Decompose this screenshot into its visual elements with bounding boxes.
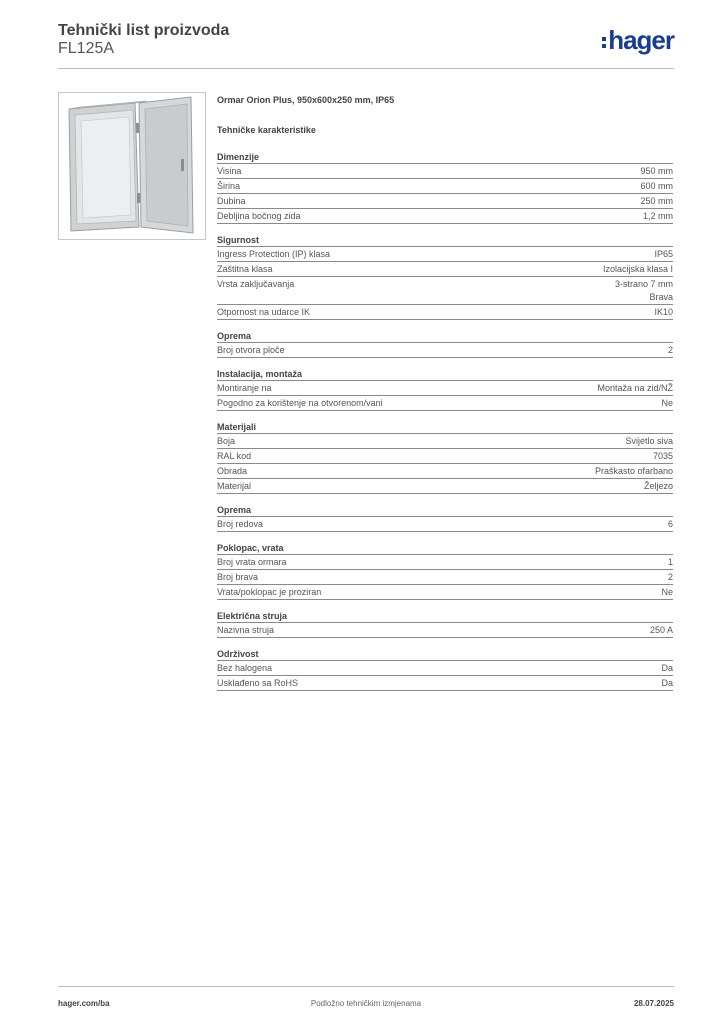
spec-label: Nazivna struja — [217, 625, 275, 635]
spec-value: 2 — [667, 572, 673, 582]
product-code: FL125A — [58, 40, 115, 57]
spec-value: IK10 — [654, 307, 673, 317]
section-title: Oprema — [217, 504, 673, 517]
spec-value: 600 mm — [640, 181, 673, 191]
spec-row — [217, 305, 673, 320]
spec-label: Broj vrata ormara — [217, 557, 287, 567]
section-title: Instalacija, montaža — [217, 368, 673, 381]
logo-text: hager — [608, 25, 674, 55]
spec-value: 250 mm — [640, 196, 673, 206]
spec-label: Materijal — [217, 481, 252, 491]
spec-value: 250 A — [649, 625, 673, 635]
hager-logo — [602, 25, 674, 56]
section-title: Dimenzije — [217, 151, 673, 164]
specs-heading: Tehničke karakteristike — [217, 125, 316, 135]
spec-row — [217, 623, 673, 638]
spec-label: Usklađeno sa RoHS — [217, 678, 299, 688]
spec-value: Izolacijska klasa I — [602, 264, 673, 274]
footer-website: hager.com/ba — [58, 999, 110, 1008]
spec-label: Boja — [217, 436, 236, 446]
page-footer — [58, 986, 674, 1011]
spec-label: Vrata/poklopac je proziran — [217, 587, 322, 597]
section-title: Poklopac, vrata — [217, 542, 673, 555]
spec-section — [217, 330, 673, 358]
spec-value: Praškasto ofarbano — [594, 466, 673, 476]
page-header — [58, 20, 674, 69]
spec-value: 1 — [667, 557, 673, 567]
spec-section — [217, 151, 673, 224]
spec-row — [217, 449, 673, 464]
document-title: Tehnički list proizvoda — [58, 22, 230, 39]
spec-row — [217, 555, 673, 570]
spec-row — [217, 479, 673, 494]
spec-section — [217, 421, 673, 494]
spec-label: Debljina bočnog zida — [217, 211, 301, 221]
specifications — [217, 95, 673, 691]
cabinet-illustration — [59, 93, 205, 239]
product-image — [58, 92, 206, 240]
spec-row — [217, 585, 673, 600]
spec-value: Montaža na zid/NŽ — [597, 383, 673, 393]
spec-value: 6 — [667, 519, 673, 529]
spec-value: 950 mm — [640, 166, 673, 176]
spec-label: RAL kod — [217, 451, 252, 461]
spec-row — [217, 262, 673, 277]
spec-row — [217, 247, 673, 262]
spec-section — [217, 542, 673, 600]
spec-label: Dubina — [217, 196, 246, 206]
spec-label: Vrsta zaključavanja — [217, 279, 295, 289]
spec-section — [217, 648, 673, 691]
spec-label: Broj brava — [217, 572, 259, 582]
spec-label: Visina — [217, 166, 242, 176]
spec-label: Montiranje na — [217, 383, 272, 393]
spec-value: 2 — [667, 345, 673, 355]
section-title: Održivost — [217, 648, 673, 661]
spec-row — [217, 464, 673, 479]
spec-value: Ne — [661, 398, 673, 408]
spec-label: Broj redova — [217, 519, 264, 529]
spec-value: Svijetlo siva — [625, 436, 673, 446]
spec-label: Zaštitna klasa — [217, 264, 273, 274]
spec-row — [217, 434, 673, 449]
spec-label: Bez halogena — [217, 663, 273, 673]
section-title: Sigurnost — [217, 234, 673, 247]
product-name: Ormar Orion Plus, 950x600x250 mm, IP65 — [217, 95, 395, 105]
spec-row — [217, 164, 673, 179]
spec-value: 7035 — [652, 451, 673, 461]
spec-section — [217, 610, 673, 638]
footer-note: Podložno tehničkim izmjenama — [310, 999, 422, 1008]
spec-row — [217, 343, 673, 358]
footer-date: 28.07.2025 — [633, 999, 674, 1008]
spec-section — [217, 368, 673, 411]
spec-label: Obrada — [217, 466, 248, 476]
spec-row — [217, 194, 673, 209]
spec-value: 1,2 mm — [642, 211, 673, 221]
spec-value: Željezo — [643, 481, 673, 491]
section-title: Oprema — [217, 330, 673, 343]
spec-row — [217, 661, 673, 676]
spec-label: Ingress Protection (IP) klasa — [217, 249, 331, 259]
spec-label: Širina — [217, 181, 241, 191]
spec-row — [217, 179, 673, 194]
spec-value: Da — [661, 663, 673, 673]
spec-row — [217, 517, 673, 532]
spec-row — [217, 277, 673, 305]
spec-value: 3-strano 7 mm Brava — [614, 279, 673, 302]
spec-value: Ne — [661, 587, 673, 597]
spec-section — [217, 234, 673, 320]
spec-value: Da — [661, 678, 673, 688]
spec-label: Otpornost na udarce IK — [217, 307, 311, 317]
spec-row — [217, 676, 673, 691]
spec-row — [217, 396, 673, 411]
spec-row — [217, 381, 673, 396]
spec-row — [217, 570, 673, 585]
section-title: Materijali — [217, 421, 673, 434]
spec-label: Pogodno za korištenje na otvorenom/vani — [217, 398, 383, 408]
spec-value: IP65 — [654, 249, 673, 259]
spec-label: Broj otvora ploče — [217, 345, 285, 355]
spec-section — [217, 504, 673, 532]
spec-row — [217, 209, 673, 224]
section-title: Električna struja — [217, 610, 673, 623]
logo-dots-icon — [602, 34, 606, 51]
